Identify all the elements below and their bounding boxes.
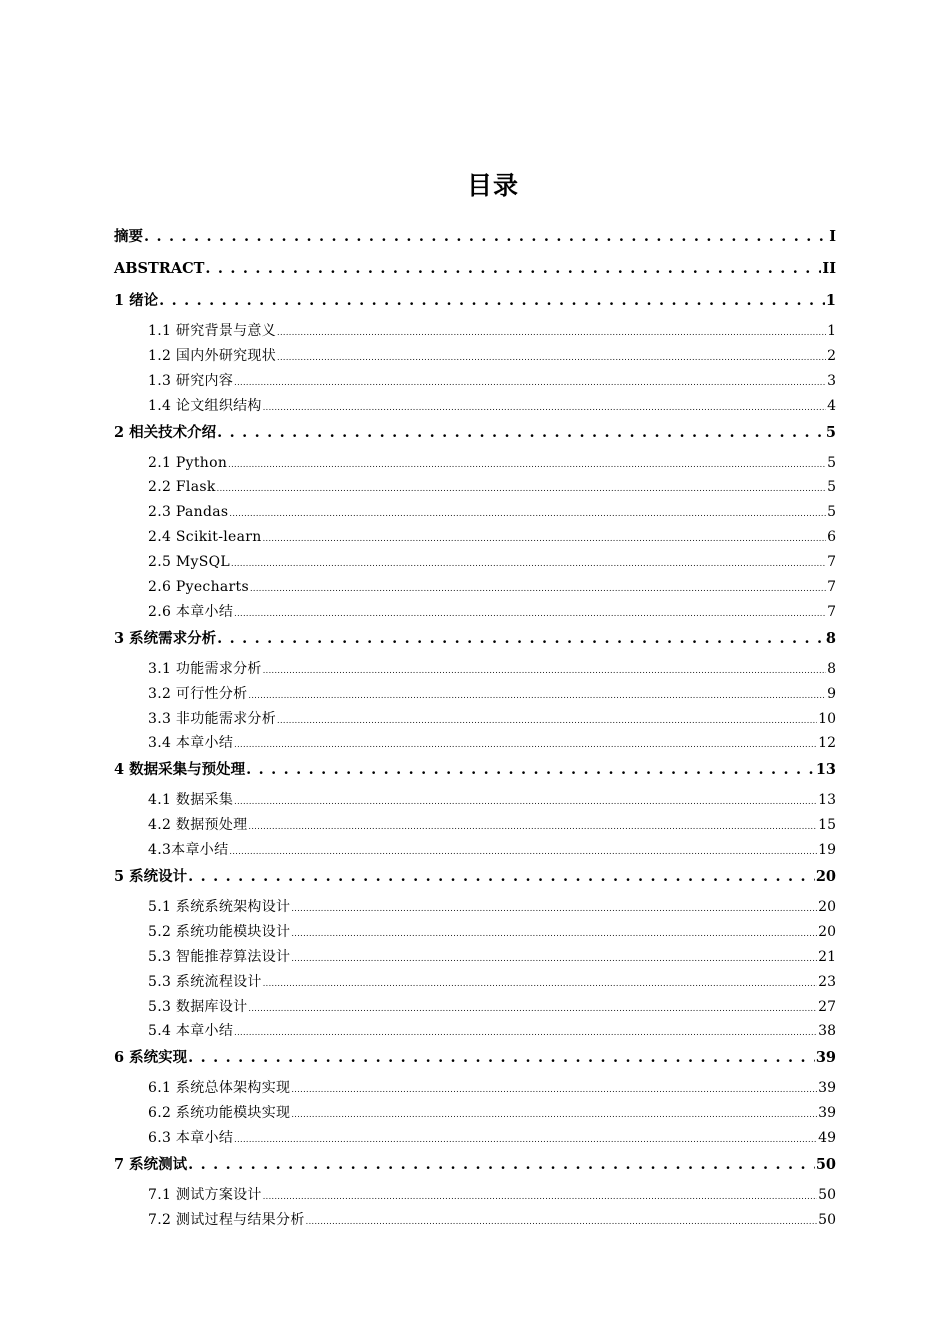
toc-section-entry[interactable] xyxy=(114,1211,836,1236)
dot-leader xyxy=(277,349,826,367)
toc-entry-page-number: 6 xyxy=(827,529,836,546)
toc-entry-label: 4.2 数据预处理 xyxy=(148,817,248,834)
toc-entry-page-number: 5 xyxy=(827,454,836,471)
dot-leader xyxy=(234,736,817,754)
toc-entry-label: 6.2 系统功能模块实现 xyxy=(148,1105,291,1122)
toc-entry-label: 2.3 Pandas xyxy=(148,504,229,521)
toc-entry-page-number: 1 xyxy=(827,323,836,339)
dot-leader xyxy=(234,1131,817,1149)
dot-leader xyxy=(291,1081,817,1099)
toc-entry-page-number: 2 xyxy=(827,347,836,364)
toc-entry-label: 2.6 本章小结 xyxy=(148,603,234,620)
toc-section-entry[interactable] xyxy=(114,397,836,422)
toc-chapter-entry[interactable] xyxy=(114,628,836,660)
toc-section-entry[interactable] xyxy=(114,998,836,1023)
toc-section-entry[interactable] xyxy=(114,973,836,998)
toc-entry-label: 5.3 数据库设计 xyxy=(148,998,248,1015)
toc-entry-page-number: 9 xyxy=(827,685,836,702)
dot-leader xyxy=(229,505,826,523)
toc-entry-label: 3.1 功能需求分析 xyxy=(148,660,262,677)
toc-entry-label: 7.2 测试过程与结果分析 xyxy=(148,1211,305,1228)
dot-leader xyxy=(248,687,826,705)
toc-entry-label: ABSTRACT xyxy=(114,260,205,277)
toc-section-entry[interactable] xyxy=(114,948,836,973)
toc-entry-page-number: II xyxy=(822,260,836,277)
toc-section-entry[interactable] xyxy=(114,454,836,479)
toc-entry-page-number: 8 xyxy=(825,629,836,647)
dot-leader xyxy=(234,605,826,623)
toc-entry-page-number: 20 xyxy=(818,899,836,916)
dot-leader xyxy=(234,374,826,392)
dot-leader xyxy=(263,662,826,680)
toc-entry-label: 4 数据采集与预处理 xyxy=(114,761,246,779)
dot-leader xyxy=(306,1213,818,1231)
toc-section-entry[interactable] xyxy=(114,685,836,710)
dot-leader xyxy=(277,324,826,342)
toc-entry-label: 5.1 系统系统架构设计 xyxy=(148,899,291,916)
toc-entry-label: 1 绪论 xyxy=(114,292,159,309)
toc-entry-page-number: 13 xyxy=(818,792,836,809)
toc-entry-page-number: 7 xyxy=(827,554,836,571)
toc-entry-page-number: 7 xyxy=(827,603,836,620)
toc-entry-page-number: 19 xyxy=(818,842,836,859)
dot-leader xyxy=(291,900,817,918)
dot-leader xyxy=(291,925,817,943)
toc-entry-label: 6.1 系统总体架构实现 xyxy=(148,1080,291,1097)
toc-entry-page-number: 7 xyxy=(827,579,836,596)
toc-section-entry[interactable] xyxy=(114,1129,836,1154)
toc-section-entry[interactable] xyxy=(114,553,836,578)
toc-entry-label: 摘要 xyxy=(114,228,143,245)
toc-entry-label: 5.3 智能推荐算法设计 xyxy=(148,948,291,965)
toc-entry-page-number: 50 xyxy=(818,1211,836,1228)
toc-entry-label: 5.4 本章小结 xyxy=(148,1023,234,1040)
toc-entry-label: 5.3 系统流程设计 xyxy=(148,973,262,990)
toc-entry-page-number: 8 xyxy=(827,660,836,677)
toc-chapter-entry[interactable] xyxy=(114,1047,836,1079)
toc-entry-label: 5.2 系统功能模块设计 xyxy=(148,923,291,940)
toc-entry-label: 2.6 Pyecharts xyxy=(148,579,249,596)
toc-entry-page-number: 50 xyxy=(818,1187,836,1204)
toc-entry-page-number: 12 xyxy=(818,735,836,752)
toc-entry-label: 2.5 MySQL xyxy=(148,554,231,571)
toc-entry-page-number: 39 xyxy=(815,1049,836,1067)
toc-chapter-entry[interactable] xyxy=(114,258,836,290)
toc-entry-page-number: I xyxy=(829,228,836,245)
toc-entry-page-number: 5 xyxy=(827,479,836,496)
toc-entry-label: 4.3本章小结 xyxy=(148,842,229,859)
dot-leader xyxy=(248,818,817,836)
toc-entry-page-number: 50 xyxy=(815,1156,836,1174)
toc-entry-label: 2 相关技术介绍 xyxy=(114,423,217,441)
dot-leader xyxy=(263,975,817,993)
dot-leader xyxy=(188,866,815,888)
toc-entry-label: 2.1 Python xyxy=(148,454,228,471)
toc-section-entry[interactable] xyxy=(114,528,836,553)
toc-entry-page-number: 21 xyxy=(818,948,836,965)
toc-chapter-entry[interactable] xyxy=(114,226,836,258)
toc-entry-page-number: 1 xyxy=(825,292,836,309)
toc-section-entry[interactable] xyxy=(114,816,836,841)
dot-leader xyxy=(205,258,821,280)
toc-entry-label: 4.1 数据采集 xyxy=(148,792,234,809)
toc-section-entry[interactable] xyxy=(114,898,836,923)
toc-entry-label: 5 系统设计 xyxy=(114,868,188,886)
toc-entry-page-number: 38 xyxy=(818,1023,836,1040)
dot-leader xyxy=(188,1047,815,1069)
dot-leader xyxy=(246,759,815,781)
toc-chapter-entry[interactable] xyxy=(114,759,836,791)
toc-section-entry[interactable] xyxy=(114,791,836,816)
dot-leader xyxy=(231,555,826,573)
dot-leader xyxy=(229,843,817,861)
toc-entry-page-number: 5 xyxy=(827,504,836,521)
dot-leader xyxy=(188,1154,815,1176)
toc-entry-page-number: 49 xyxy=(818,1130,836,1147)
toc-chapter-entry[interactable] xyxy=(114,290,836,322)
toc-section-entry[interactable] xyxy=(114,603,836,628)
dot-leader xyxy=(250,580,826,598)
toc-list xyxy=(114,226,836,1236)
toc-section-entry[interactable] xyxy=(114,503,836,528)
dot-leader xyxy=(291,950,817,968)
toc-entry-label: 1.2 国内外研究现状 xyxy=(148,347,277,364)
dot-leader xyxy=(263,399,826,417)
toc-entry-label: 6.3 本章小结 xyxy=(148,1130,234,1147)
toc-entry-page-number: 4 xyxy=(827,397,836,414)
toc-entry-label: 1.4 论文组织结构 xyxy=(148,397,262,414)
toc-chapter-entry[interactable] xyxy=(114,866,836,898)
toc-entry-page-number: 27 xyxy=(818,998,836,1015)
toc-entry-label: 2.4 Scikit-learn xyxy=(148,529,262,546)
toc-entry-page-number: 20 xyxy=(815,868,836,886)
toc-entry-label: 3.4 本章小结 xyxy=(148,735,234,752)
toc-section-entry[interactable] xyxy=(114,322,836,347)
toc-entry-label: 7 系统测试 xyxy=(114,1156,188,1174)
toc-entry-label: 3.2 可行性分析 xyxy=(148,685,248,702)
toc-entry-label: 3.3 非功能需求分析 xyxy=(148,710,277,727)
toc-section-entry[interactable] xyxy=(114,710,836,735)
toc-entry-label: 2.2 Flask xyxy=(148,479,216,496)
dot-leader xyxy=(144,226,828,248)
toc-section-entry[interactable] xyxy=(114,1186,836,1211)
toc-section-entry[interactable] xyxy=(114,372,836,397)
toc-entry-page-number: 15 xyxy=(818,817,836,834)
toc-entry-page-number: 39 xyxy=(818,1105,836,1122)
toc-entry-label: 3 系统需求分析 xyxy=(114,629,217,647)
toc-section-entry[interactable] xyxy=(114,660,836,685)
toc-chapter-entry[interactable] xyxy=(114,1154,836,1186)
toc-entry-page-number: 20 xyxy=(818,923,836,940)
toc-entry-page-number: 13 xyxy=(815,761,836,779)
dot-leader xyxy=(234,1024,817,1042)
toc-entry-label: 7.1 测试方案设计 xyxy=(148,1187,262,1204)
toc-entry-label: 1.3 研究内容 xyxy=(148,372,234,389)
toc-entry-page-number: 5 xyxy=(825,423,836,441)
toc-section-entry[interactable] xyxy=(114,578,836,603)
toc-section-entry[interactable] xyxy=(114,347,836,372)
dot-leader xyxy=(263,1188,817,1206)
toc-section-entry[interactable] xyxy=(114,1079,836,1104)
toc-section-entry[interactable] xyxy=(114,1104,836,1129)
dot-leader xyxy=(291,1106,817,1124)
toc-entry-label: 6 系统实现 xyxy=(114,1049,188,1067)
toc-section-entry[interactable] xyxy=(114,734,836,759)
toc-entry-page-number: 23 xyxy=(818,973,836,990)
toc-entry-label: 1.1 研究背景与意义 xyxy=(148,323,277,339)
toc-entry-page-number: 10 xyxy=(818,710,836,727)
dot-leader xyxy=(263,530,827,548)
toc-section-entry[interactable] xyxy=(114,478,836,503)
toc-entry-page-number: 3 xyxy=(827,372,836,389)
dot-leader xyxy=(228,456,826,474)
dot-leader xyxy=(217,628,825,650)
toc-section-entry[interactable] xyxy=(114,1022,836,1047)
dot-leader xyxy=(159,290,825,312)
dot-leader xyxy=(234,793,817,811)
toc-title: 目录 xyxy=(466,171,519,200)
dot-leader xyxy=(217,422,825,444)
toc-section-entry[interactable] xyxy=(114,841,836,866)
toc-section-entry[interactable] xyxy=(114,923,836,948)
dot-leader xyxy=(217,480,826,498)
dot-leader xyxy=(248,1000,817,1018)
toc-chapter-entry[interactable] xyxy=(114,422,836,454)
toc-entry-page-number: 39 xyxy=(818,1080,836,1097)
dot-leader xyxy=(277,712,817,730)
